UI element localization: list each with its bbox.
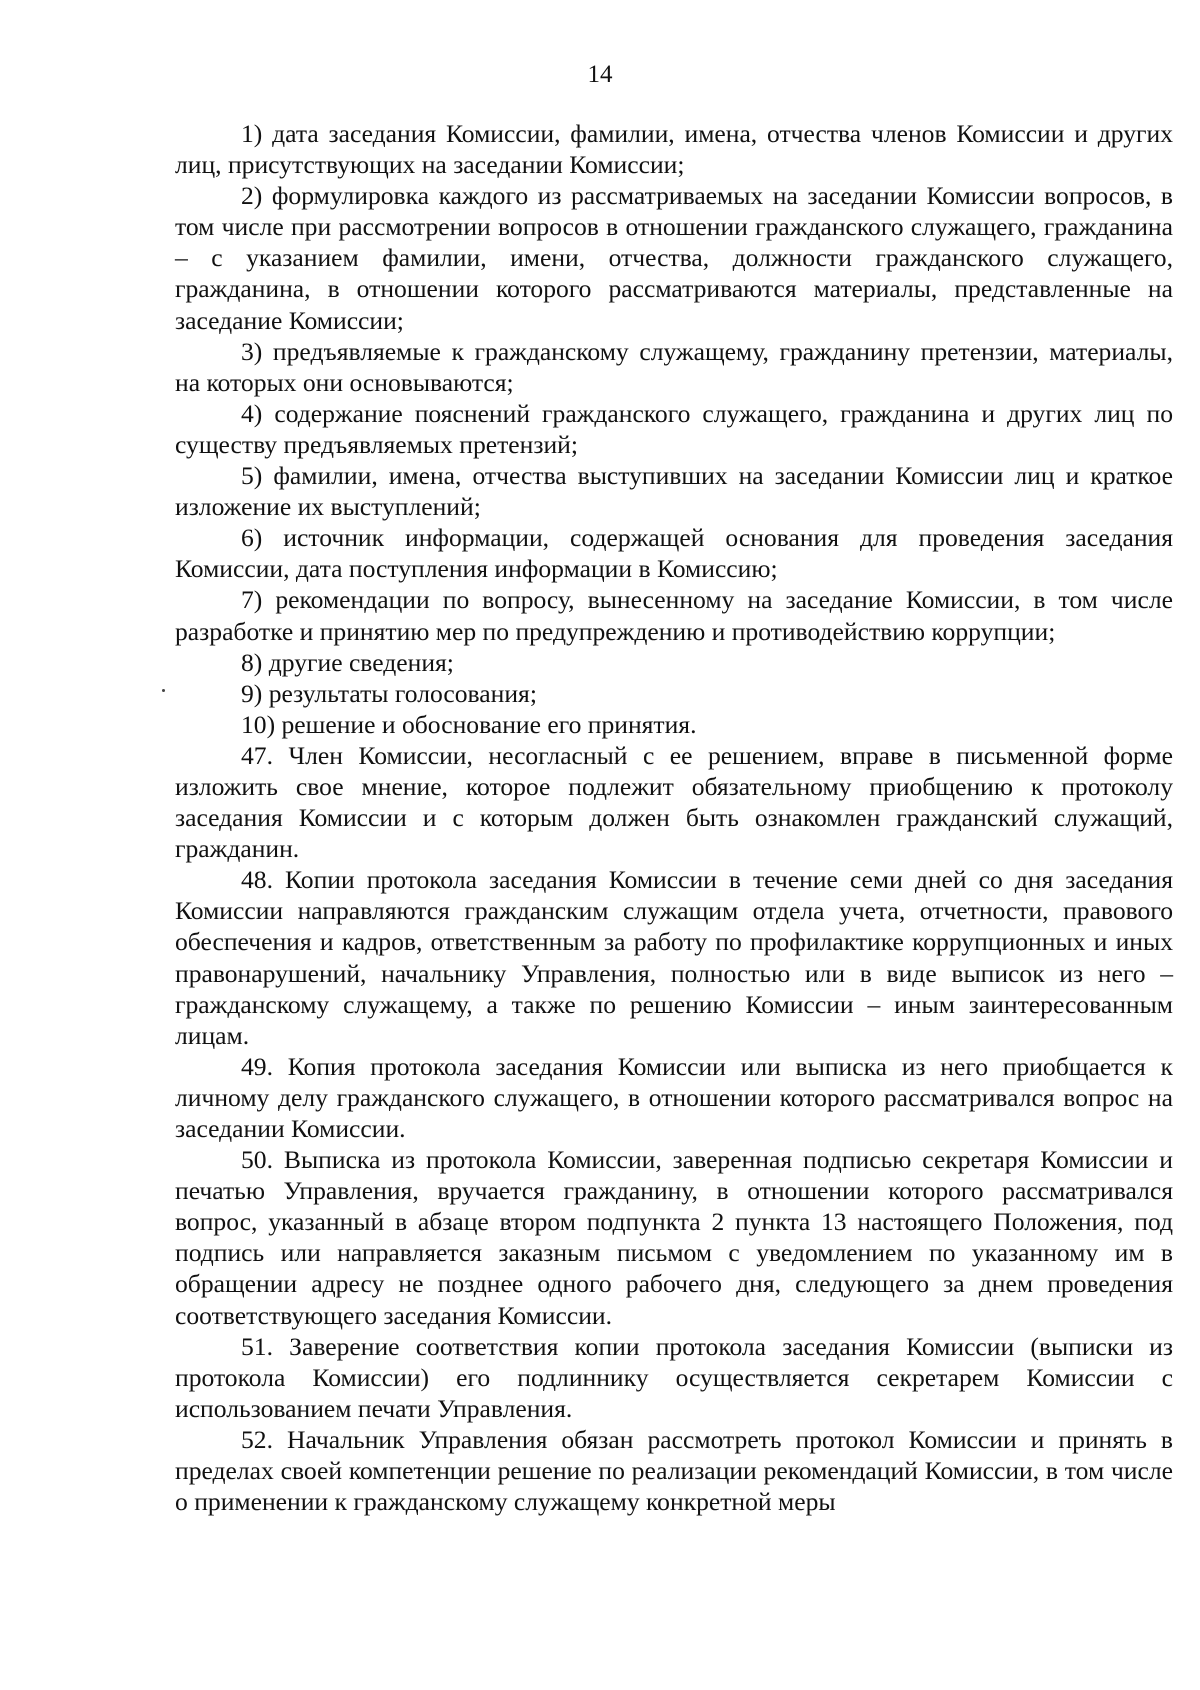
list-item-1: 1) дата заседания Комиссии, фамилии, имена, отчества членов Комиссии и других лиц, присутствующих на заседании Комиссии; — [175, 119, 1173, 180]
clause-51: 51. Заверение соответствия копии протокола заседания Комиссии (выписки из протокола Комиссии) его подлиннику осуществляется секретарем Комиссии с использованием печати Управления. — [175, 1331, 1173, 1423]
page-number: 14 — [587, 61, 613, 88]
list-item-5: 5) фамилии, имена, отчества выступивших на заседании Комиссии лиц и краткое изложение их выступлений; — [175, 461, 1173, 522]
list-item-4: 4) содержание пояснений гражданского служащего, гражданина и других лиц по существу предъявляемых претензий; — [175, 398, 1173, 459]
list-item-10: 10) решение и обоснование его принятия. — [241, 709, 697, 739]
clause-47: 47. Член Комиссии, несогласный с ее решением, вправе в письменной форме изложить свое мнение, которое подлежит обязательному приобщению к протоколу заседания Комиссии и с которым должен быть ознакомлен гражданский служащий, гражданин. — [175, 740, 1173, 864]
list-item-9: 9) результаты голосования; — [241, 678, 537, 708]
scan-speck — [162, 689, 165, 692]
clause-48: 48. Копии протокола заседания Комиссии в течение семи дней со дня заседания Комиссии направляются гражданским служащим отдела учета, отчетности, правового обеспечения и кадров, ответственным за работу по профилактике коррупционных и иных правонарушений, начальнику Управления, полностью или в виде выписок из него – гражданскому служащему, а также по решению Комиссии – иным заинтересованным лицам. — [175, 865, 1173, 1050]
list-item-7: 7) рекомендации по вопросу, вынесенному на заседание Комиссии, в том числе разработке и принятию мер по предупреждению и противодействию коррупции; — [175, 585, 1173, 646]
list-item-6: 6) источник информации, содержащей основания для проведения заседания Комиссии, дата поступления информации в Комиссию; — [175, 523, 1173, 584]
body-text — [175, 118, 1173, 1517]
list-item-2: 2) формулировка каждого из рассматриваемых на заседании Комиссии вопросов, в том числе при рассмотрении вопросов в отношении гражданского служащего, гражданина – с указанием фамилии, имени, отчества, должности гражданского служащего, гражданина, в отношении которого рассматриваются материалы, представленные на заседание Комиссии; — [175, 181, 1173, 335]
clause-49: 49. Копия протокола заседания Комиссии или выписка из него приобщается к личному делу гражданского служащего, в отношении которого рассматривался вопрос на заседании Комиссии. — [175, 1051, 1173, 1143]
list-item-3: 3) предъявляемые к гражданскому служащему, гражданину претензии, материалы, на которых они основываются; — [175, 336, 1173, 397]
clause-50: 50. Выписка из протокола Комиссии, заверенная подписью секретаря Комиссии и печатью Управления, вручается гражданину, в отношении которого рассматривался вопрос, указанный в абзаце втором подпункта 2 пункта 13 настоящего Положения, под подпись или направляется заказным письмом с уведомлением по указанному им в обращении адресу не позднее одного рабочего дня, следующего за днем проведения соответствующего заседания Комиссии. — [175, 1145, 1173, 1330]
clause-52: 52. Начальник Управления обязан рассмотреть протокол Комиссии и принять в пределах своей компетенции решение по реализации рекомендаций Комиссии, в том числе о применении к гражданскому служащему конкретной меры — [175, 1424, 1173, 1517]
list-item-8: 8) другие сведения; — [241, 647, 454, 677]
